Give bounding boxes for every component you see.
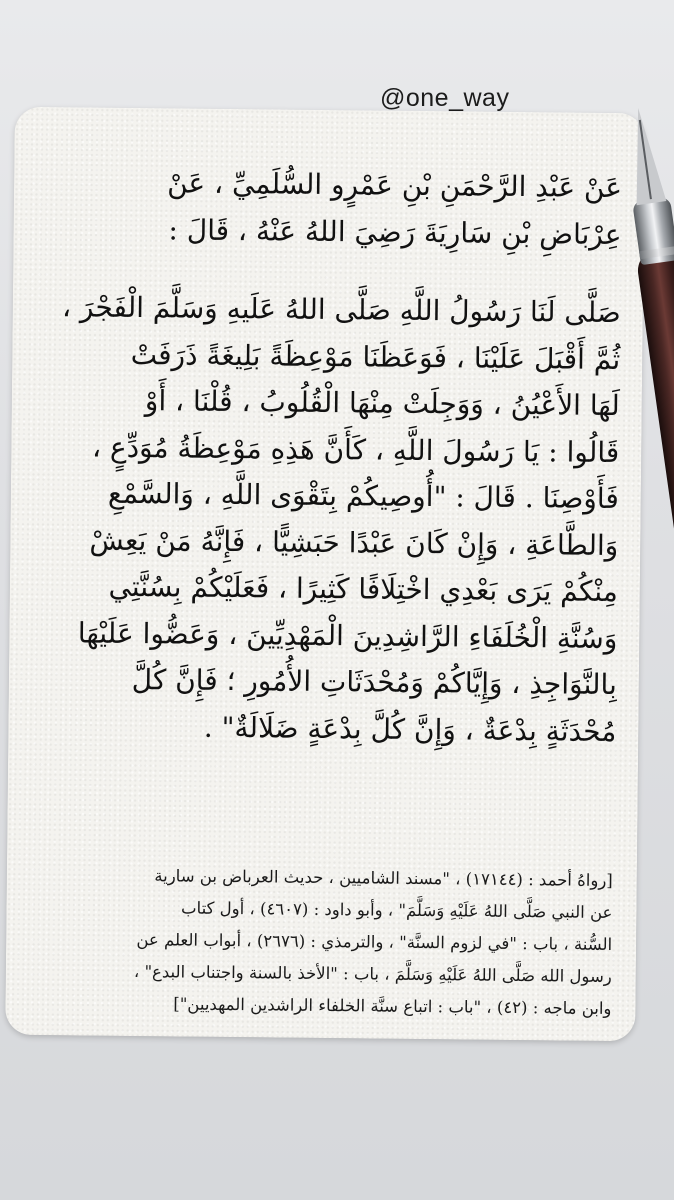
body-line: لَهَا الأَعْيُنُ ، وَوَجِلَتْ مِنْهَا الْقُلُوبُ ، قُلْنَا ، أَوْ	[144, 384, 620, 423]
body-line: مِنْكُمْ يَرَى بَعْدِي اخْتِلَافًا كَثِيرًا ، فَعَلَيْكُمْ بِسُنَّتِي	[108, 569, 619, 609]
hadith-text	[48, 159, 622, 755]
body-line: مُحْدَثَةٍ بِدْعَةٌ ، وَإِنَّ كُلَّ بِدْعَةٍ ضَلَالَةٌ" .	[203, 710, 617, 748]
body-line: وَالطَّاعَةِ ، وَإِنْ كَانَ عَبْدًا حَبَشِيًّا ، فَإِنَّهُ مَنْ يَعِشْ	[89, 523, 619, 562]
watermark-handle: @one_way	[380, 84, 510, 112]
reference-line: عن النبي صَلَّى اللهُ عَلَيْهِ وَسَلَّمَ" ، وأبو داود : (٤٦٠٧) ، أول كتاب	[180, 898, 613, 923]
hadith-reference	[39, 859, 613, 1025]
reference-line: رسول الله صَلَّى اللهُ عَلَيْهِ وَسَلَّمَ ، باب : "الأخذ بالسنة واجتناب البدع" ،	[133, 962, 612, 987]
reference-line: السُّنة ، باب : "في لزوم السنَّة" ، والترمذي : (٢٦٧٦) ، أبواب العلم عن	[136, 930, 613, 955]
body-line: ثُمَّ أَقْبَلَ عَلَيْنَا ، فَوَعَظَنَا مَوْعِظَةً بَلِيغَةً ذَرَفَتْ	[130, 337, 621, 376]
reference-line: وابن ماجه : (٤٢) ، "باب : اتباع سنَّة الخلفاء الراشدين المهديين"]	[173, 994, 612, 1019]
body-line: صَلَّى لَنَا رَسُولُ اللَّهِ صَلَّى اللهُ عَلَيهِ وَسَلَّمَ الْفَجْرَ ،	[61, 290, 621, 330]
hadith-card	[5, 107, 645, 1042]
reference-line: [رواهُ أحمد : (١٧١٤٤) ، "مسند الشاميين ، حديث العرباض بن سارية	[154, 866, 613, 891]
intro-line: عِرْبَاضِ بْنِ سَارِيَةَ رَضِيَ اللهُ عَنْهُ ، قَالَ :	[168, 212, 622, 251]
pen-barrel	[635, 245, 674, 1143]
body-line: فَأَوْصِنَا . قَالَ : "أُوصِيكُمْ بِتَقْوَى اللَّهِ ، وَالسَّمْعِ	[107, 476, 619, 516]
body-line: بِالنَّوَاجِذِ ، وَإِيَّاكُمْ وَمُحْدَثَاتِ الأُمُورِ ؛ فَإِنَّ كُلَّ	[131, 662, 618, 702]
body-line: وَسُنَّةِ الْخُلَفَاءِ الرَّاشِدِينَ الْمَهْدِيِّينَ ، وَعَضُّوا عَلَيْهَا	[77, 615, 618, 655]
intro-line: عَنْ عَبْدِ الرَّحْمَنِ بْنِ عَمْرٍو السُّلَمِيِّ ، عَنْ	[167, 166, 623, 205]
body-line: قَالُوا : يَا رَسُولَ اللَّهِ ، كَأَنَّ هَذِهِ مَوْعِظَةُ مُوَدِّعٍ ،	[91, 430, 620, 469]
